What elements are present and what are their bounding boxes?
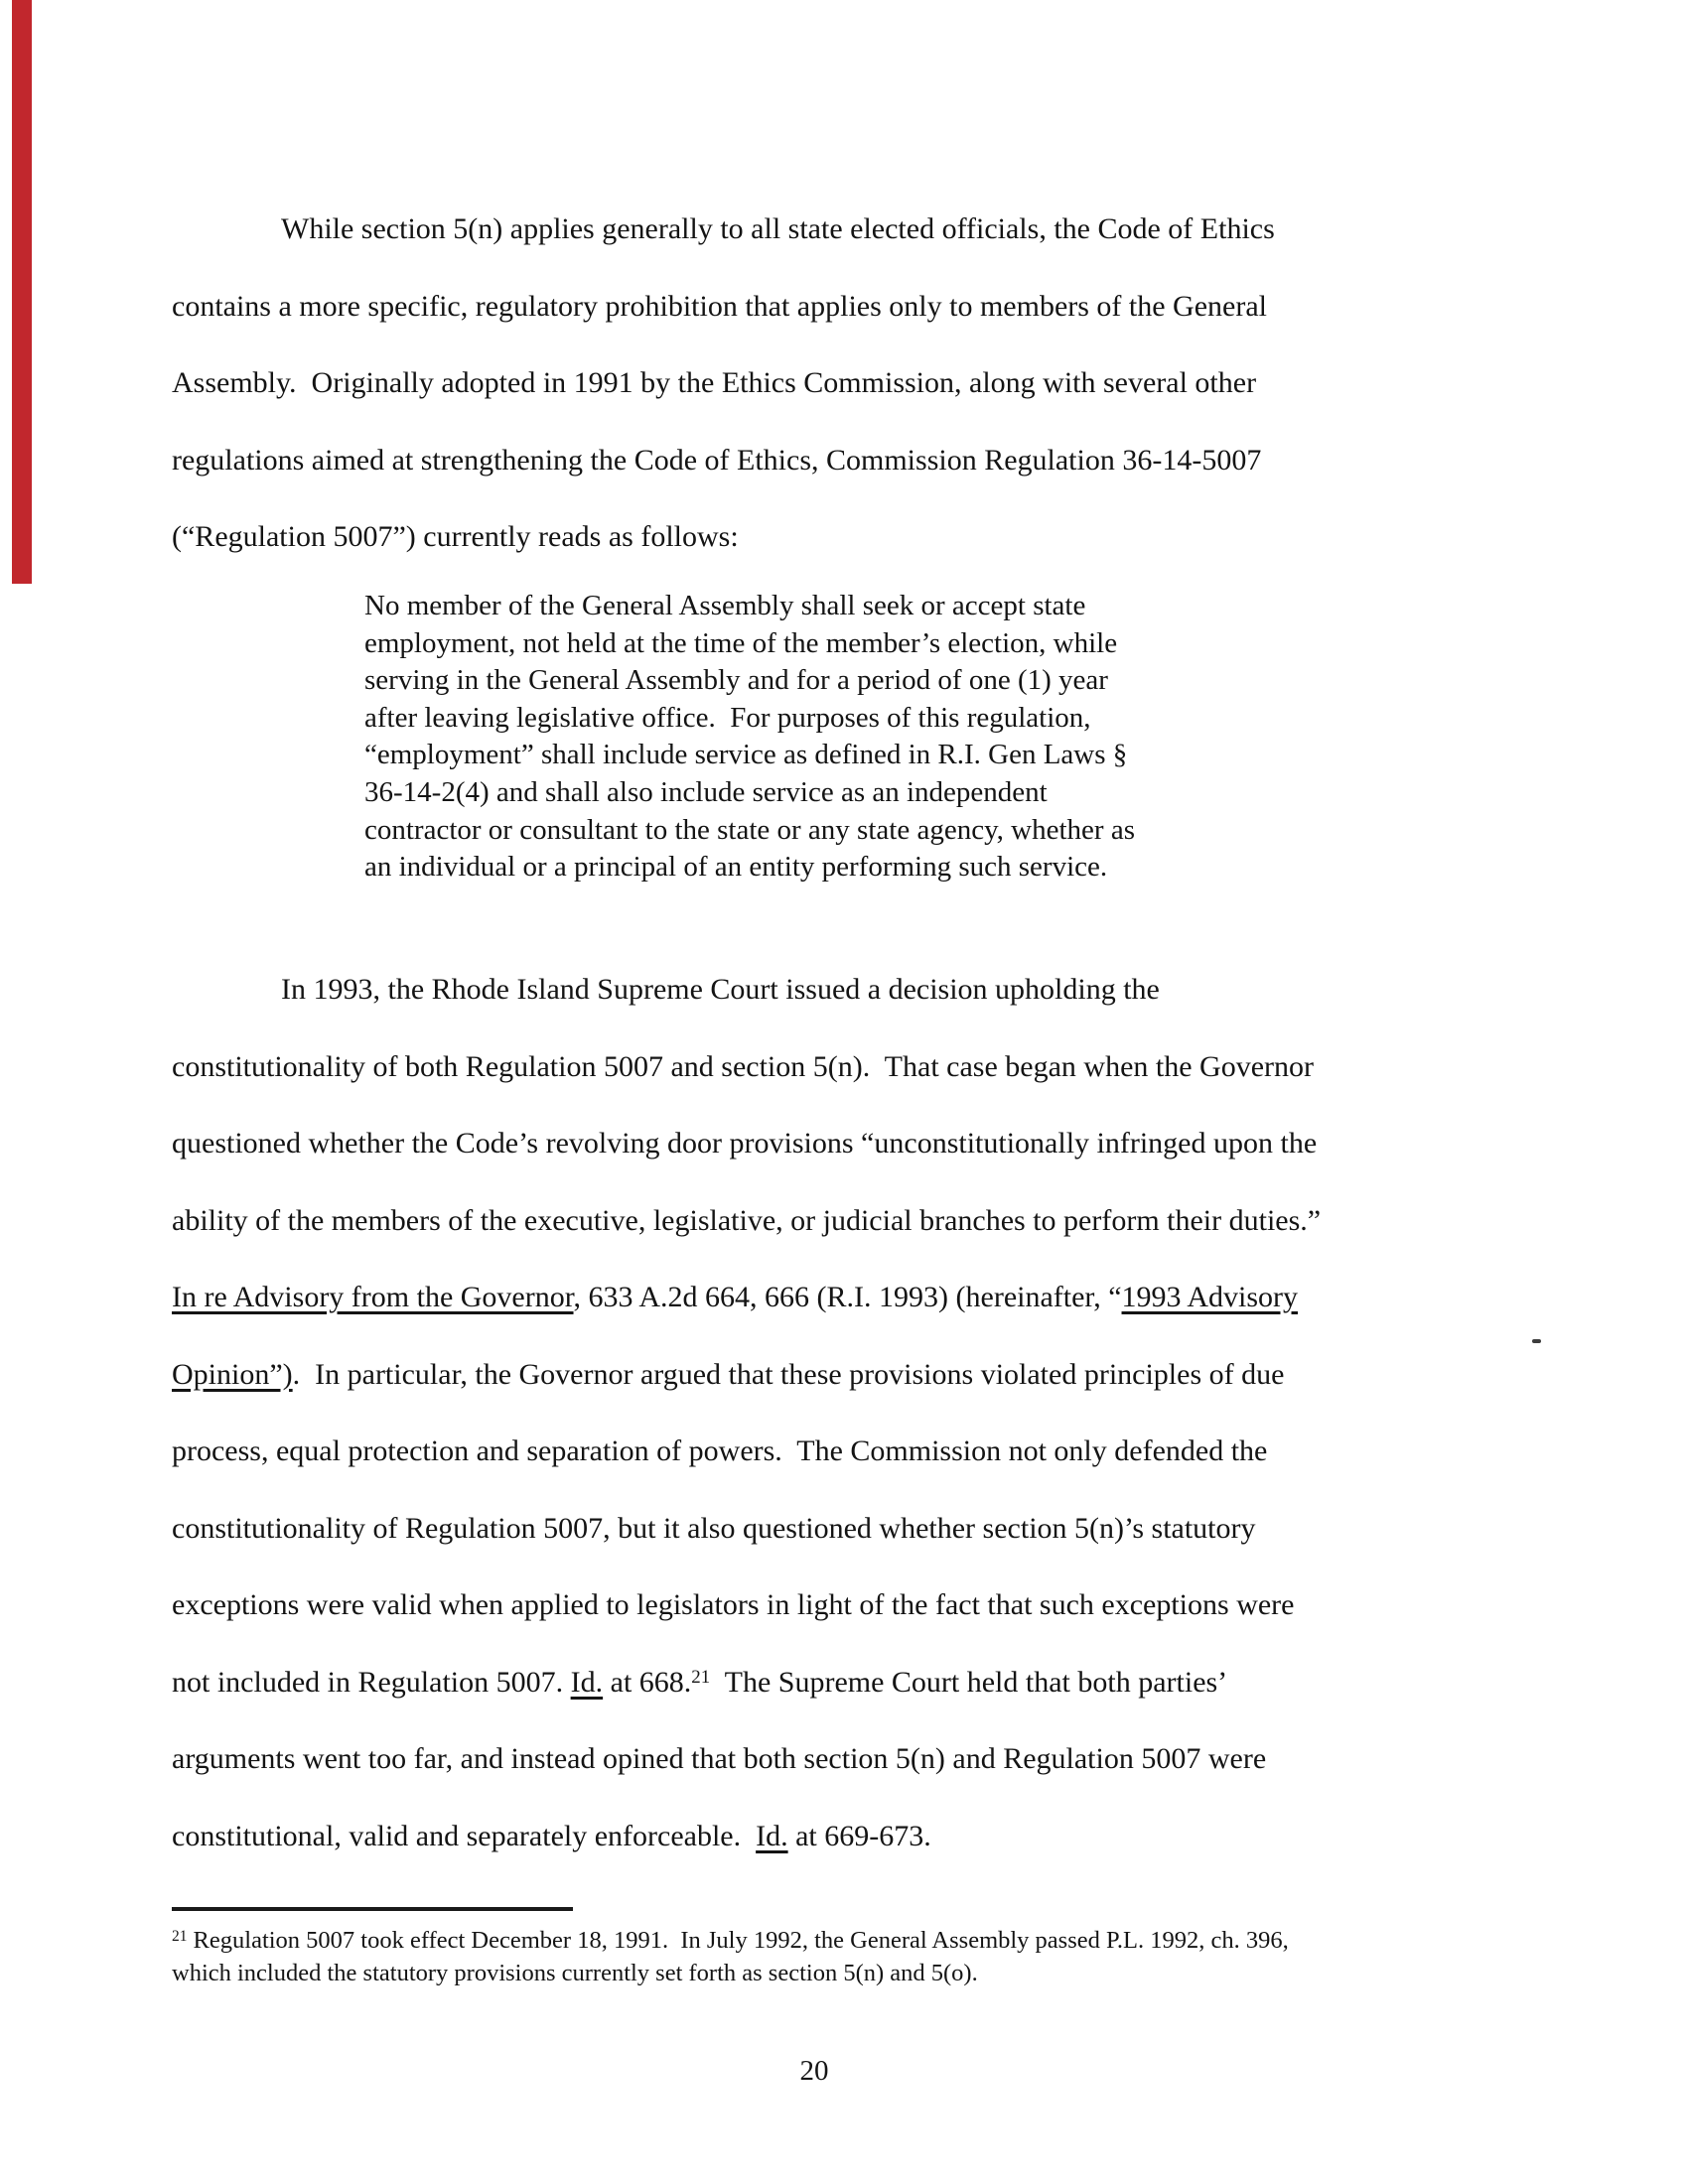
text-line: arguments went too far, and instead opined that both section 5(n) and Regulation 5007 were [172, 1742, 1267, 1775]
text-line: contains a more specific, regulatory prohibition that applies only to members of the General [172, 289, 1267, 323]
text-line: process, equal protection and separation of powers. The Commission not only defended the [172, 1434, 1268, 1467]
text-line: constitutionality of Regulation 5007, but it also questioned whether section 5(n)’s statutory [172, 1511, 1256, 1545]
text-line: which included the statutory provisions currently set forth as section 5(n) and 5(o). [172, 1960, 978, 1986]
text-line: after leaving legislative office. For purposes of this regulation, [364, 701, 1091, 734]
text-line: employment, not held at the time of the member’s election, while [364, 626, 1118, 659]
text-segment: not included in Regulation 5007. [172, 1665, 571, 1699]
text-line: serving in the General Assembly and for a period of one (1) year [364, 664, 1108, 697]
text-line: 36-14-2(4) and shall also include service as an independent [364, 775, 1048, 808]
regulation-blockquote [364, 588, 1417, 887]
text-segment: at 668. [603, 1665, 692, 1699]
text-line [172, 1644, 1612, 1721]
text-line [172, 1336, 1612, 1414]
text-segment: The Supreme Court held that both parties’ [710, 1665, 1228, 1699]
text-line: contractor or consultant to the state or any state agency, whether as [364, 813, 1135, 846]
footnote-separator [172, 1907, 573, 1911]
body-paragraph-1 [172, 191, 1612, 576]
text-segment: Regulation 5007 took effect December 18, 1991. In July 1992, the General Assembly passed P.L. 1992, ch. 396, [187, 1927, 1289, 1954]
underlined-citation: In re Advisory from the Governor [172, 1281, 574, 1313]
underlined-citation: Id. [756, 1819, 788, 1852]
body-paragraph-2 [172, 951, 1612, 1874]
underlined-citation: Id. [570, 1665, 604, 1699]
text-line [172, 1798, 1612, 1875]
text-line: “employment” shall include service as defined in R.I. Gen Laws § [364, 739, 1128, 771]
text-line: constitutionality of both Regulation 5007 and section 5(n). That case began when the Governor [172, 1049, 1315, 1083]
red-edge-mark [12, 0, 32, 584]
text-segment: . In particular, the Governor argued that these provisions violated principles of due [292, 1357, 1285, 1391]
footnote [172, 1924, 1612, 1989]
page-number: 20 [799, 2055, 829, 2087]
text-line: an individual or a principal of an entity performing such service. [364, 851, 1108, 884]
text-segment: at 669-673. [787, 1819, 931, 1852]
underlined-citation: 1993 Advisory [1121, 1281, 1299, 1313]
footnote-reference: 21 [691, 1667, 711, 1688]
text-line: No member of the General Assembly shall seek or accept state [364, 590, 1086, 621]
text-line: exceptions were valid when applied to legislators in light of the fact that such exceptions were [172, 1588, 1295, 1621]
text-line: ability of the members of the executive, legislative, or judicial branches to perform their duties.” [172, 1203, 1322, 1237]
text-line: questioned whether the Code’s revolving door provisions “unconstitutionally infringed upon the [172, 1127, 1318, 1160]
text-line: regulations aimed at strengthening the Code of Ethics, Commission Regulation 36-14-5007 [172, 443, 1262, 477]
text-line [172, 1259, 1612, 1336]
underlined-citation: Opinion”) [172, 1357, 293, 1391]
text-segment: constitutional, valid and separately enforceable. [172, 1819, 757, 1852]
stray-ink-dot [1532, 1339, 1541, 1343]
text-line: (“Regulation 5007”) currently reads as follows: [172, 520, 739, 553]
text-line: In 1993, the Rhode Island Supreme Court issued a decision upholding the [281, 973, 1160, 1006]
text-line: Assembly. Originally adopted in 1991 by the Ethics Commission, along with several other [172, 366, 1257, 399]
text-line [172, 1924, 1612, 1957]
text-line: While section 5(n) applies generally to all state elected officials, the Code of Ethics [281, 212, 1275, 245]
footnote-reference: 21 [172, 1928, 188, 1946]
text-segment: , 633 A.2d 664, 666 (R.I. 1993) (hereinafter, “ [573, 1281, 1122, 1313]
